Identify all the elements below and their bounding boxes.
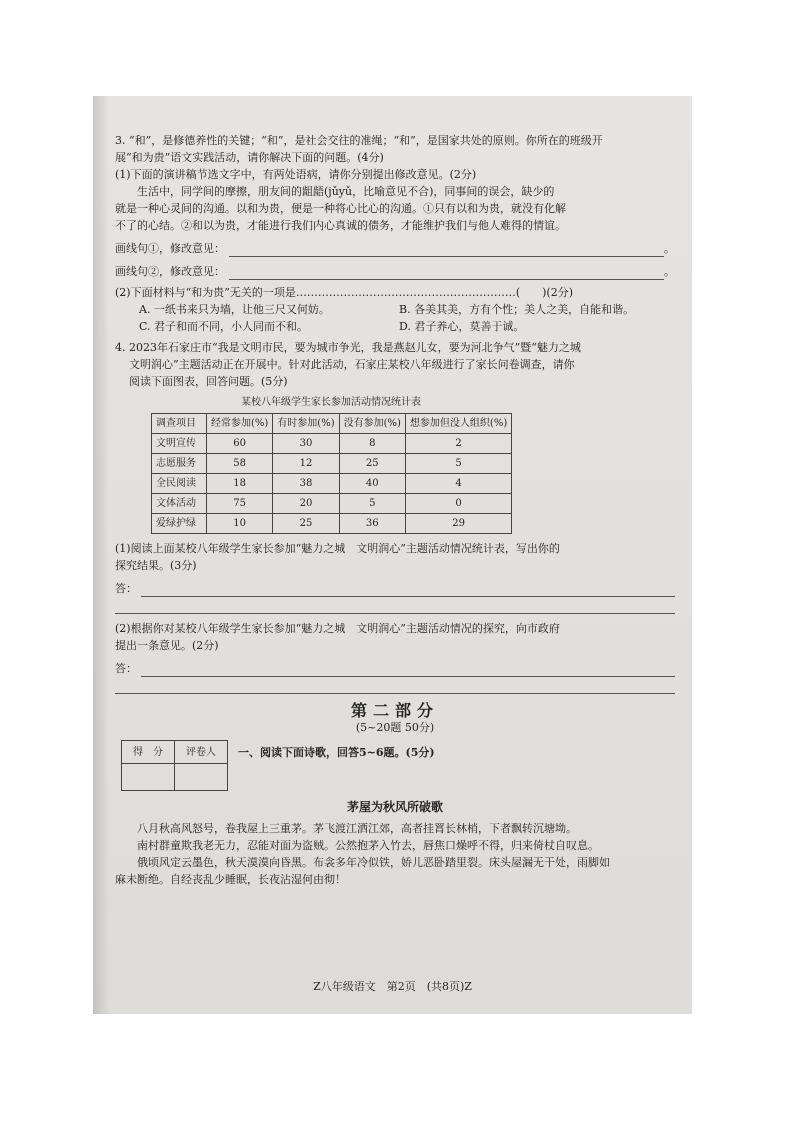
table-cell: 5 <box>339 494 405 514</box>
table-row <box>152 494 512 514</box>
section-title: 一、阅读下面诗歌，回答5~6题。(5分) <box>238 746 435 759</box>
option-a[interactable]: A. 一纸书来只为墙，让他三尺又何妨。 <box>139 303 330 316</box>
q4-sub1-line2: 探究结果。(3分) <box>115 559 197 572</box>
q4-sub2-line1: (2)根据你对某校八年级学生家长参加“魅力之城 文明润心”主题活动情况的探究，向市政府 <box>115 622 560 635</box>
q4-sub2-answer-field[interactable] <box>141 664 675 677</box>
header-often: 经常参加(%) <box>207 414 273 434</box>
q4-sub2-line2: 提出一条意见。(2分) <box>115 639 219 652</box>
q4-intro-line1: 4. 2023年石家庄市“我是文明市民，要为城市争光，我是燕赵儿女，要为河北争气”暨“魅力之城 <box>115 341 581 354</box>
header-want: 想参加但没人组织(%) <box>405 414 511 434</box>
page-shadow <box>93 96 109 1014</box>
grader-header: 评卷人 <box>175 741 228 764</box>
table-cell: 2 <box>405 434 511 454</box>
table-cell: 5 <box>405 454 511 474</box>
q3-passage-line3: 不了的心结。②和以为贵，才能进行我们内心真诚的债务，才能维护我们与他人难得的情谊。 <box>115 219 566 232</box>
survey-table-title: 某校八年级学生家长参加活动情况统计表 <box>241 397 421 408</box>
table-cell: 爱绿护绿 <box>152 514 207 534</box>
table-cell: 全民阅读 <box>152 474 207 494</box>
poem-line: 麻未断绝。自经丧乱少睡眠，长夜沾湿何由彻！ <box>115 873 346 886</box>
header-never: 没有参加(%) <box>339 414 405 434</box>
table-cell: 25 <box>273 514 339 534</box>
q4-sub1-answer-field[interactable] <box>141 584 675 597</box>
poem-title: 茅屋为秋风所破歌 <box>346 800 443 814</box>
table-row <box>152 514 512 534</box>
table-cell: 0 <box>405 494 511 514</box>
q4-sub2-answer-line2[interactable] <box>115 679 675 694</box>
header-item: 调查项目 <box>152 414 207 434</box>
score-section <box>115 740 675 791</box>
poem-line: 俄顷风定云墨色，秋天漠漠向昏黑。布衾多年冷似铁，娇儿恶卧踏里裂。床头屋漏无干处，雨脚如 <box>137 856 610 869</box>
fix1-row <box>115 240 675 257</box>
table-cell: 60 <box>207 434 273 454</box>
table-cell: 12 <box>273 454 339 474</box>
exam-sheet <box>93 96 692 1014</box>
table-cell: 40 <box>339 474 405 494</box>
fix2-row <box>115 263 675 280</box>
q3-passage-line1: 生活中，同学间的摩擦，朋友间的龃龉(jǔyǔ，比喻意见不合)，同事间的误会，缺少的 <box>137 185 555 198</box>
q3-sub1: (1)下面的演讲稿节选文字中，有两处语病，请你分别提出修改意见。(2分) <box>115 168 477 181</box>
option-b[interactable]: B. 各美其美，方有个性；美人之美，自能和谐。 <box>399 303 635 316</box>
page-content <box>115 132 675 888</box>
table-cell: 75 <box>207 494 273 514</box>
table-row <box>152 434 512 454</box>
survey-table-block <box>151 394 675 534</box>
q4-intro-line2: 文明润心”主题活动正在开展中。针对此活动，石家庄某校八年级进行了家长问卷调查，请你 <box>129 358 575 371</box>
fix1-answer-field[interactable] <box>229 244 664 257</box>
score-header: 得 分 <box>122 741 175 764</box>
table-row <box>152 474 512 494</box>
table-cell: 文明宣传 <box>152 434 207 454</box>
table-cell: 30 <box>273 434 339 454</box>
table-cell: 文体活动 <box>152 494 207 514</box>
table-cell: 25 <box>339 454 405 474</box>
table-cell: 36 <box>339 514 405 534</box>
fix2-answer-field[interactable] <box>229 267 664 280</box>
answer-label: 答： <box>115 662 137 675</box>
part2-title: 第二部分 <box>350 701 439 720</box>
q3-intro-line2: 展“和为贵”语文实践活动，请你解决下面的问题。(4分) <box>115 151 384 164</box>
table-header-row <box>152 414 512 434</box>
poem-line: 南村群童欺我老无力，忍能对面为盗贼。公然抱茅入竹去，唇焦口燥呼不得，归来倚杖自叹息。 <box>137 839 599 852</box>
score-box <box>121 740 228 791</box>
table-cell: 29 <box>405 514 511 534</box>
page-footer: Z八年级语文 第2页 (共8页)Z <box>313 980 472 993</box>
table-cell: 58 <box>207 454 273 474</box>
q4-sub1-answer-line2[interactable] <box>115 599 675 614</box>
survey-table <box>151 413 512 534</box>
table-cell: 38 <box>273 474 339 494</box>
part2-subtitle: (5~20题 50分) <box>355 721 435 734</box>
fix1-end-mark: 。 <box>664 242 675 255</box>
q3-intro-line1: 3. “和”，是修德养性的关键；“和”，是社会交往的准绳；“和”，是国家共处的原则。你所在的班级开 <box>115 134 603 147</box>
table-cell: 8 <box>339 434 405 454</box>
table-cell: 18 <box>207 474 273 494</box>
q3-passage-line2: 就是一种心灵间的沟通。以和为贵，便是一种将心比心的沟通。①只有以和为贵，就没有化解 <box>115 202 566 215</box>
q3-options <box>139 301 675 335</box>
q4-intro-line3: 阅读下面图表，回答问题。(5分) <box>129 375 288 388</box>
header-sometimes: 有时参加(%) <box>273 414 339 434</box>
q3-sub2: (2)下面材料与“和为贵”无关的一项是……………………………………………………( )(2分) <box>115 286 573 299</box>
q4-sub1-line1: (1)阅读上面某校八年级学生家长参加“魅力之城 文明润心”主题活动情况统计表，写出你的 <box>115 542 560 555</box>
fix1-label: 画线句①，修改意见： <box>115 242 225 255</box>
score-cell[interactable] <box>122 764 175 791</box>
table-row <box>152 454 512 474</box>
fix2-end-mark: 。 <box>664 265 675 278</box>
option-d[interactable]: D. 君子养心，莫善于诚。 <box>399 320 525 333</box>
option-c[interactable]: C. 君子和而不同，小人同而不和。 <box>139 320 309 333</box>
table-cell: 10 <box>207 514 273 534</box>
grader-cell[interactable] <box>175 764 228 791</box>
q4-sub2-answer-row <box>115 660 675 677</box>
answer-label: 答： <box>115 582 137 595</box>
poem-line: 八月秋高风怒号，卷我屋上三重茅。茅飞渡江洒江郊，高者挂罥长林梢，下者飘转沉塘坳。 <box>137 822 577 835</box>
fix2-label: 画线句②，修改意见： <box>115 265 225 278</box>
q4-sub1-answer-row <box>115 580 675 597</box>
table-cell: 20 <box>273 494 339 514</box>
table-cell: 志愿服务 <box>152 454 207 474</box>
table-cell: 4 <box>405 474 511 494</box>
